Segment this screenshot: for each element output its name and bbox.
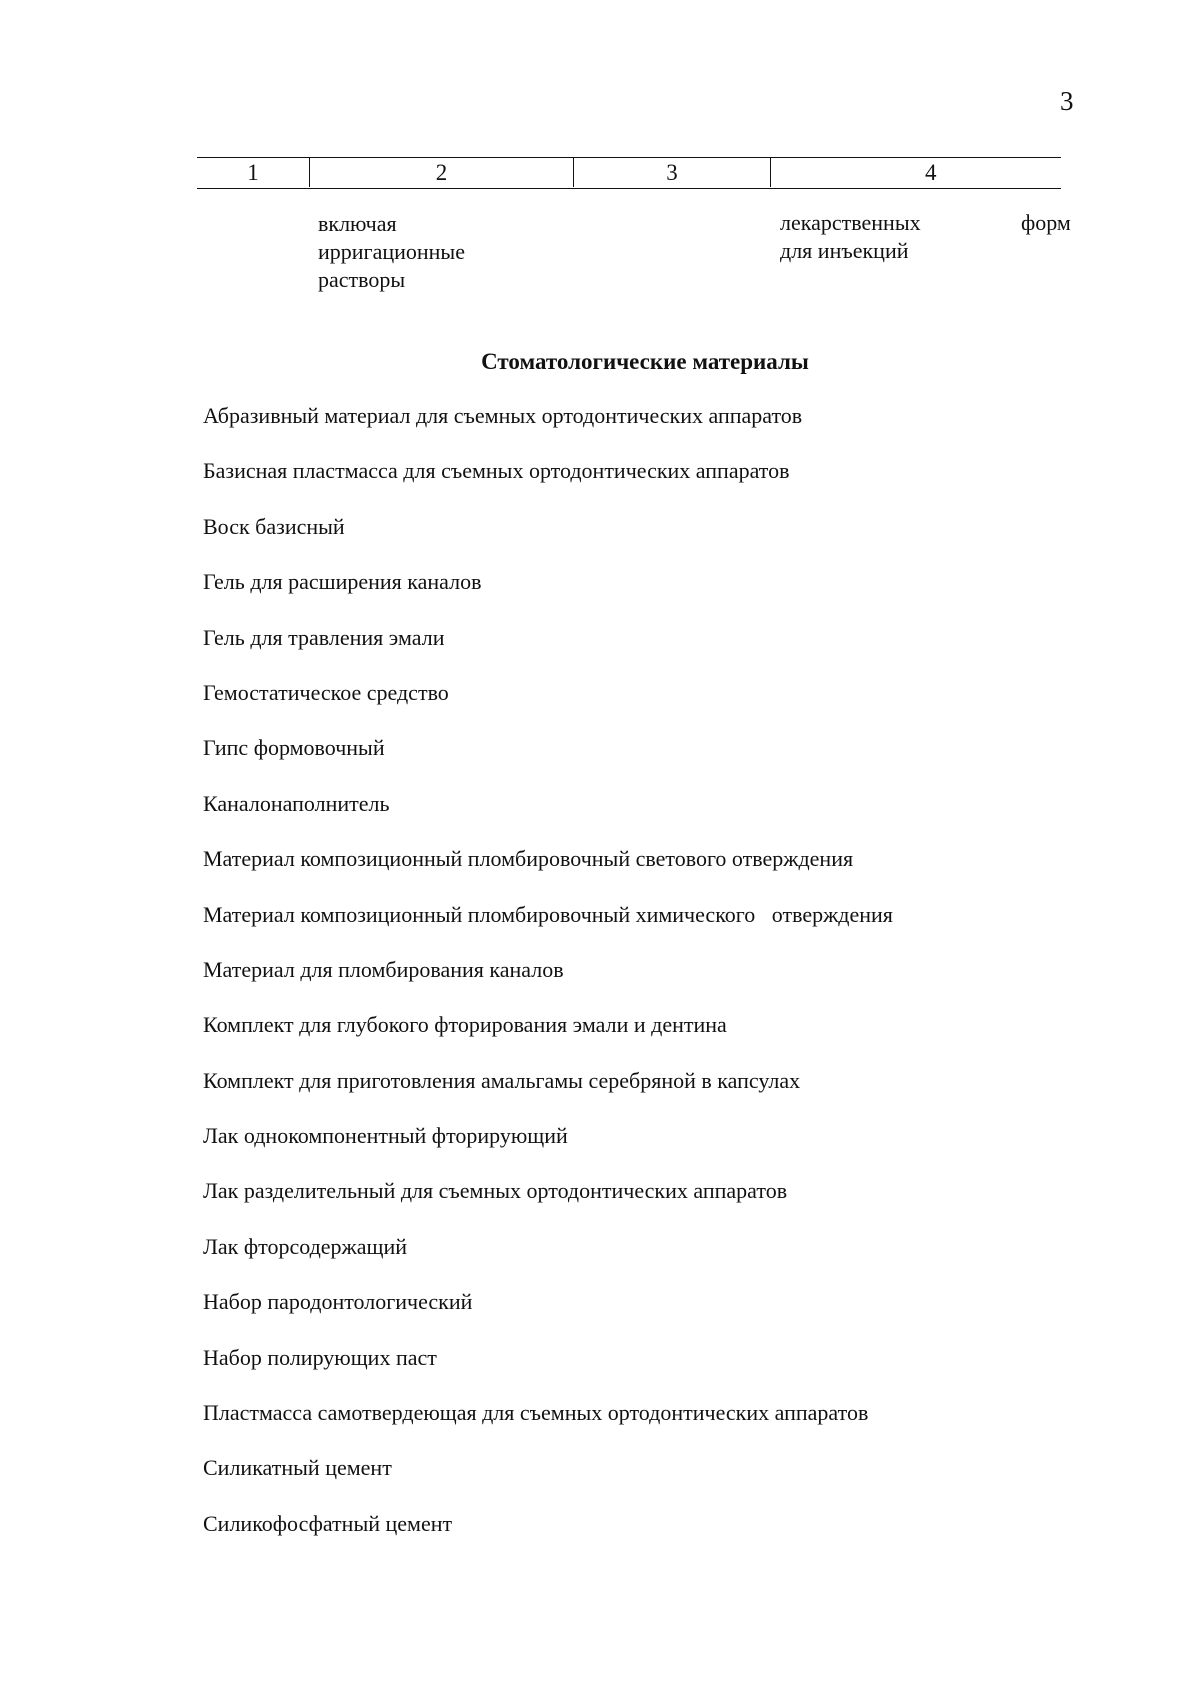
continuation-line: растворы (318, 267, 406, 292)
continuation-column-4-right-word: форм (1021, 210, 1071, 235)
materials-list (203, 402, 1103, 1565)
list-item: Лак разделительный для съемных ортодонтических аппаратов (203, 1178, 788, 1204)
list-item: Воск базисный (203, 513, 345, 539)
continuation-column-4 (780, 209, 1000, 265)
list-item: Гель для расширения каналов (203, 569, 482, 595)
page-number: 3 (1060, 86, 1074, 116)
list-item: Каналонаполнитель (203, 790, 390, 816)
table-header-row (197, 157, 1061, 189)
column-number-4: 4 (925, 160, 937, 185)
column-number-3: 3 (574, 158, 771, 187)
continuation-line: включая (318, 211, 397, 236)
list-item: Лак однокомпонентный фторирующий (203, 1123, 568, 1149)
list-item: Набор полирующих паст (203, 1344, 437, 1370)
list-item: Гипс формовочный (203, 735, 385, 761)
list-item: Набор пародонтологический (203, 1289, 473, 1315)
section-title: Стоматологические материалы (481, 349, 809, 374)
continuation-line: лекарственных (780, 210, 921, 235)
column-number-2: 2 (310, 158, 574, 187)
list-item: Комплект для приготовления амальгамы серебряной в капсулах (203, 1067, 801, 1093)
list-item: Базисная пластмасса для съемных ортодонтических аппаратов (203, 458, 790, 484)
list-item: Силикатный цемент (203, 1455, 392, 1481)
list-item: Абразивный материал для съемных ортодонтических аппаратов (203, 403, 803, 428)
column-number-1: 1 (197, 158, 310, 187)
list-item: Материал композиционный пломбировочный химического отверждения (203, 901, 893, 927)
continuation-line: ирригационные (318, 239, 465, 264)
continuation-line: для инъекций (780, 238, 909, 263)
list-item: Пластмасса самотвердеющая для съемных ортодонтических аппаратов (203, 1400, 869, 1426)
list-item: Силикофосфатный цемент (203, 1510, 453, 1536)
list-item: Комплект для глубокого фторирования эмали и дентина (203, 1012, 727, 1038)
list-item: Материал композиционный пломбировочный светового отверждения (203, 846, 854, 872)
list-item: Материал для пломбирования каналов (203, 956, 564, 982)
continuation-column-2 (318, 210, 538, 294)
list-item: Лак фторсодержащий (203, 1233, 407, 1259)
list-item: Гемостатическое средство (203, 679, 449, 705)
list-item: Гель для травления эмали (203, 624, 445, 650)
